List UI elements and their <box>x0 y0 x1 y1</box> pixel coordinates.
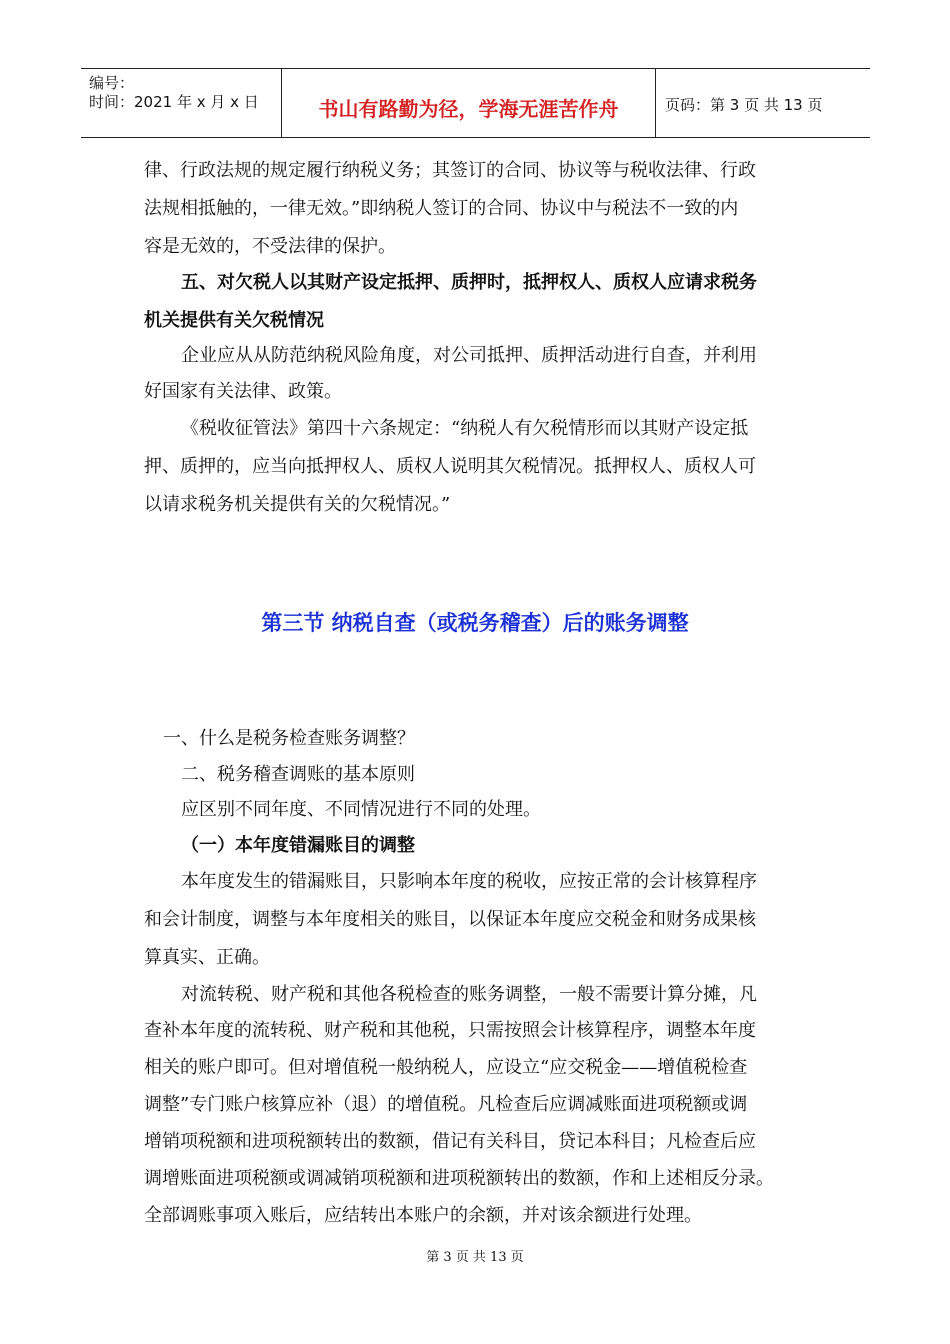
subheading: （一）本年度错漏账目的调整 <box>181 835 415 856</box>
paragraph-line: 押、质押的，应当向抵押权人、质权人说明其欠税情况。抵押权人、质权人可 <box>144 456 756 477</box>
number-label: 编号： <box>89 74 135 92</box>
paragraph-line: 应区别不同年度、不同情况进行不同的处理。 <box>181 799 541 820</box>
header-table <box>81 68 870 138</box>
page-label: 页码：第 3 页 共 13 页 <box>665 96 823 114</box>
paragraph-line: 本年度发生的错漏账目，只影响本年度的税收，应按正常的会计核算程序 <box>181 871 757 892</box>
paragraph-line: 增销项税额和进项税额转出的数额，借记有关科目，贷记本科目；凡检查后应 <box>144 1131 756 1152</box>
paragraph-line: 《税收征管法》第四十六条规定：“纳税人有欠税情形而以其财产设定抵 <box>181 418 749 439</box>
paragraph-line: 好国家有关法律、政策。 <box>144 381 342 402</box>
paragraph-line: 算真实、正确。 <box>144 947 270 968</box>
question-one: 一、什么是税务检查账务调整？ <box>163 728 415 749</box>
page-footer: 第 3 页 共 13 页 <box>426 1250 524 1265</box>
paragraph-line: 以请求税务机关提供有关的欠税情况。” <box>144 494 451 515</box>
paragraph-line: 律、行政法规的规定履行纳税义务；其签订的合同、协议等与税收法律、行政 <box>144 160 756 181</box>
section-title: 第三节 纳税自查（或税务稽查）后的账务调整 <box>261 611 689 635</box>
paragraph-line: 调增账面进项税额或调减销项税额和进项税额转出的数额，作和上述相反分录。 <box>144 1168 774 1189</box>
heading-five: 五、对欠税人以其财产设定抵押、质押时，抵押权人、质权人应请求税务 <box>181 272 757 293</box>
paragraph-line: 查补本年度的流转税、财产税和其他税，只需按照会计核算程序，调整本年度 <box>144 1020 756 1041</box>
header-page-cell <box>655 69 870 137</box>
time-label: 时间：2021 年 x 月 x 日 <box>89 93 259 111</box>
paragraph-line: 容是无效的，不受法律的保护。 <box>144 236 396 257</box>
paragraph-line: 相关的账户即可。但对增值税一般纳税人，应设立“应交税金——增值税检查 <box>144 1057 748 1078</box>
paragraph-line: 对流转税、财产税和其他各税检查的账务调整，一般不需要计算分摊，凡 <box>181 984 757 1005</box>
paragraph-line: 调整”专门账户核算应补（退）的增值税。凡检查后应调减账面进项税额或调 <box>144 1094 748 1115</box>
header-motto-cell <box>281 69 656 137</box>
motto: 书山有路勤为径，学海无涯苦作舟 <box>318 97 619 121</box>
paragraph-line: 全部调账事项入账后，应结转出本账户的余额，并对该余额进行处理。 <box>144 1205 702 1226</box>
paragraph-line: 法规相抵触的，一律无效。”即纳税人签订的合同、协议中与税法不一致的内 <box>144 198 739 219</box>
paragraph-line: 企业应从从防范纳税风险角度，对公司抵押、质押活动进行自查，并利用 <box>181 345 757 366</box>
paragraph-line: 和会计制度，调整与本年度相关的账目，以保证本年度应交税金和财务成果核 <box>144 909 756 930</box>
question-two: 二、税务稽查调账的基本原则 <box>181 764 415 785</box>
header-left-cell <box>81 69 281 137</box>
heading-five: 机关提供有关欠税情况 <box>144 310 324 331</box>
